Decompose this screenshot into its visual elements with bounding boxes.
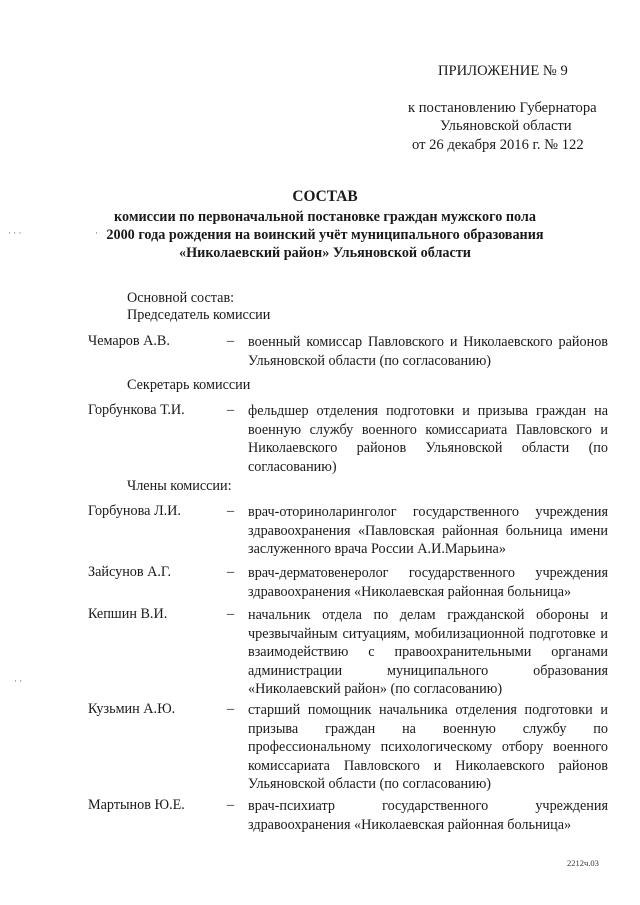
scan-speck: · bbox=[95, 228, 98, 238]
member-name: Кепшин В.И. bbox=[88, 606, 168, 622]
member-position: врач-оториноларинголог государственного учреждения здравоохранения «Павловская районная больница имени заслуженного врача России А.И.Марьина» bbox=[248, 504, 608, 558]
secretary-label: Секретарь комиссии bbox=[127, 377, 251, 393]
resolution-date-number: от 26 декабря 2016 г. № 122 bbox=[412, 137, 584, 153]
scan-speck: · · bbox=[14, 676, 23, 686]
chairman-name: Чемаров А.В. bbox=[88, 333, 170, 349]
chairman-label: Председатель комиссии bbox=[127, 307, 271, 323]
member-position: врач-дерматовенеролог государственного учреждения здравоохранения «Николаевская районная больница» bbox=[248, 565, 608, 600]
member-name: Зайсунов А.Г. bbox=[88, 564, 172, 580]
member-position: начальник отдела по делам гражданской обороны и чрезвычайным ситуациям, мобилизационной подготовке и взаимодействию с правоохранительными органами администрации муниципального образования «Николаевский район» (по согласованию) bbox=[248, 607, 608, 698]
document-title bbox=[60, 188, 590, 262]
dash: – bbox=[227, 333, 235, 349]
title-line-2: 2000 года рождения на воинский учёт муниципального образования bbox=[106, 227, 544, 243]
title-main: СОСТАВ bbox=[292, 188, 358, 205]
dash: – bbox=[227, 402, 235, 418]
secretary-position: фельдшер отделения подготовки и призыва граждан на военную службу военного комиссариата Павловского и Николаевского районов Ульяновской области (по согласованию) bbox=[248, 403, 608, 475]
resolution-reference-line1: к постановлению Губернатора bbox=[408, 100, 597, 116]
dash: – bbox=[227, 564, 235, 580]
member-name: Мартынов Ю.Е. bbox=[88, 797, 185, 813]
member-position: старший помощник начальника отделения подготовки и призыва граждан на военную службу по профессиональному психологическому отбору военного комиссариата Павловского и Николаевского районов Ульяновской области (по согласованию) bbox=[248, 702, 608, 793]
secretary-name: Горбункова Т.И. bbox=[88, 402, 185, 418]
dash: – bbox=[227, 701, 235, 717]
resolution-reference-line2: Ульяновской области bbox=[440, 118, 572, 134]
dash: – bbox=[227, 606, 235, 622]
member-position: врач-психиатр государственного учреждения здравоохранения «Николаевская районная больница» bbox=[248, 798, 608, 833]
member-name: Кузьмин А.Ю. bbox=[88, 701, 176, 717]
main-composition-label: Основной состав: bbox=[127, 290, 235, 306]
title-line-3: «Николаевский район» Ульяновской области bbox=[179, 245, 471, 261]
document-code: 2212ч.03 bbox=[567, 858, 599, 868]
dash: – bbox=[227, 797, 235, 813]
title-line-1: комиссии по первоначальной постановке граждан мужского пола bbox=[114, 209, 536, 225]
members-label: Члены комиссии: bbox=[127, 478, 232, 494]
scan-speck: · · · bbox=[8, 228, 22, 238]
appendix-number: ПРИЛОЖЕНИЕ № 9 bbox=[438, 63, 568, 79]
dash: – bbox=[227, 503, 235, 519]
chairman-position: военный комиссар Павловского и Николаевского районов Ульяновской области (по согласованию) bbox=[248, 334, 608, 369]
member-name: Горбунова Л.И. bbox=[88, 503, 181, 519]
